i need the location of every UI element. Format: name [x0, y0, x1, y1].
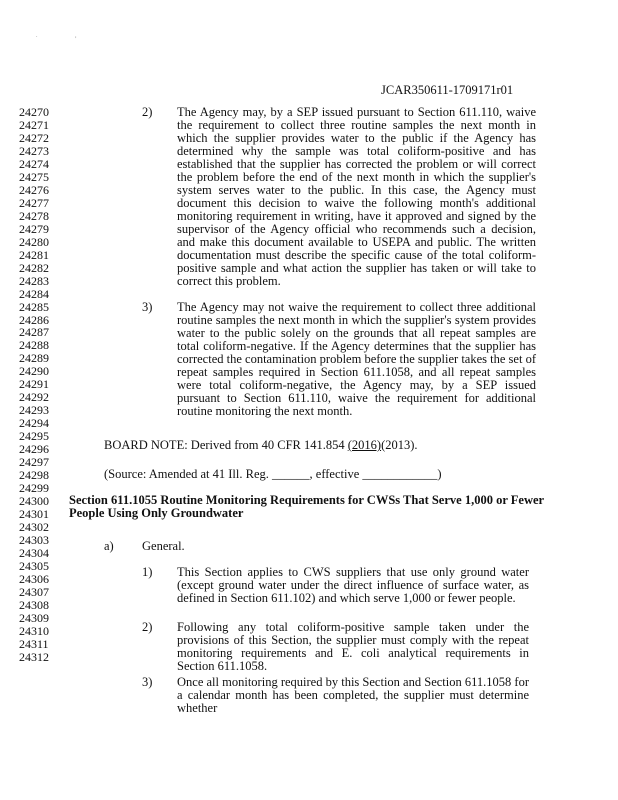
scan-marks: . , — [36, 33, 95, 39]
line-number: 24287 — [19, 325, 49, 340]
line-number: 24273 — [19, 143, 49, 158]
board-note-deleted-year: (2013) — [381, 438, 415, 452]
line-number: 24310 — [19, 623, 49, 638]
board-note-prefix: BOARD NOTE: Derived from 40 CFR 141.854 — [104, 438, 348, 452]
line-number: 24271 — [19, 117, 49, 132]
line-number: 24308 — [19, 597, 49, 612]
line-number: 24281 — [19, 247, 49, 262]
subsection-a-letter: a) — [104, 539, 114, 553]
line-number: 24303 — [19, 532, 49, 547]
line-number: 24299 — [19, 481, 49, 496]
board-note — [104, 439, 418, 452]
line-number: 24277 — [19, 195, 49, 210]
line-number: 24300 — [19, 494, 49, 509]
line-number: 24282 — [19, 260, 49, 275]
item-a2-text: Following any total coliform-positive sample taken under the provisions of this Section, the supplier must comply with the repeat monitoring requirements and E. coli analytical requirements in Section 611.1058. — [177, 620, 529, 673]
line-number: 24292 — [19, 390, 49, 405]
board-note-inserted-year: (2016) — [347, 438, 382, 452]
line-number: 24293 — [19, 403, 49, 418]
line-number: 24285 — [19, 299, 49, 314]
line-number: 24295 — [19, 429, 49, 444]
line-number: 24309 — [19, 610, 49, 625]
item-a2-number: 2) — [142, 620, 153, 634]
line-number: 24272 — [19, 130, 49, 145]
subsection-a-title: General. — [142, 539, 185, 553]
line-number: 24301 — [19, 507, 49, 522]
line-number: 24289 — [19, 351, 49, 366]
line-number: 24275 — [19, 169, 49, 184]
line-number: 24304 — [19, 545, 49, 560]
item-a1-text: This Section applies to CWS suppliers that use only ground water (except ground water under the direct influence of surface water, as defined in Section 611.102) and which serve 1,000 or fewer people. — [177, 565, 529, 605]
line-number: 24296 — [19, 442, 49, 457]
item-a1-number: 1) — [142, 565, 153, 579]
item-a3-number: 3) — [142, 675, 153, 689]
item-3-text: The Agency may not waive the requirement to collect three additional routine samples the next month in which the supplier's system provides water to the public solely on the grounds that all repeat samples are total coliform-negative. If the Agency determines that the supplier has corrected the contamination problem before the supplier takes the set of repeat samples required in Section 611.1058, and all repeat samples were total coliform-negative, the Agency may, by a SEP issued pursuant to Section 611.110, waive the requirement for additional routine monitoring the next month. — [177, 300, 536, 418]
line-number: 24302 — [19, 520, 49, 534]
document-header-code: JCAR350611-1709171r01 — [381, 83, 514, 97]
item-3-number: 3) — [142, 300, 153, 314]
line-number: 24280 — [19, 234, 49, 249]
line-number: 24305 — [19, 558, 49, 573]
line-number: 24298 — [19, 468, 49, 483]
line-number: 24294 — [19, 416, 49, 431]
line-number: 24290 — [19, 364, 49, 379]
line-number: 24306 — [19, 571, 49, 586]
line-number: 24307 — [19, 584, 49, 599]
line-number: 24279 — [19, 221, 49, 236]
line-number: 24312 — [19, 649, 49, 664]
item-2-number: 2) — [142, 105, 153, 119]
source-note: (Source: Amended at 41 Ill. Reg. ______, effective ____________) — [104, 467, 442, 481]
section-heading-line-2: People Using Only Groundwater — [69, 506, 244, 520]
line-number: 24284 — [19, 286, 49, 301]
line-number: 24311 — [19, 636, 49, 651]
item-2-text: The Agency may, by a SEP issued pursuant to Section 611.110, waive the requirement to collect three routine samples the next month in which the supplier provides water to the public if the Agency has determined why the sample was total coliform-positive and has established that the supplier has corrected the problem or will correct the problem before the end of the next month in which the supplier's system serves water to the public. In this case, the Agency must document this decision to waive the following month's additional monitoring requirement in writing, have it approved and signed by the supervisor of the Agency official who recommends such a decision, and make this document available to USEPA and public. The written documentation must describe the specific cause of the total coliform-positive sample and what action the supplier has taken or will take to correct this problem. — [177, 105, 536, 288]
line-number: 24283 — [19, 273, 49, 288]
board-note-suffix: . — [414, 438, 418, 452]
line-number: 24270 — [19, 105, 49, 119]
line-number: 24297 — [19, 455, 49, 470]
line-number: 24274 — [19, 156, 49, 171]
line-number: 24288 — [19, 338, 49, 353]
line-number: 24286 — [19, 312, 49, 327]
line-number-column — [19, 106, 59, 664]
item-a3-text: Once all monitoring required by this Section and Section 611.1058 for a calendar month has been completed, the supplier must determine whether — [177, 675, 529, 715]
line-number: 24291 — [19, 377, 49, 392]
line-number: 24278 — [19, 208, 49, 223]
section-heading-line-1: Section 611.1055 Routine Monitoring Requirements for CWSs That Serve 1,000 or Fewer — [69, 493, 545, 507]
line-number: 24276 — [19, 182, 49, 197]
